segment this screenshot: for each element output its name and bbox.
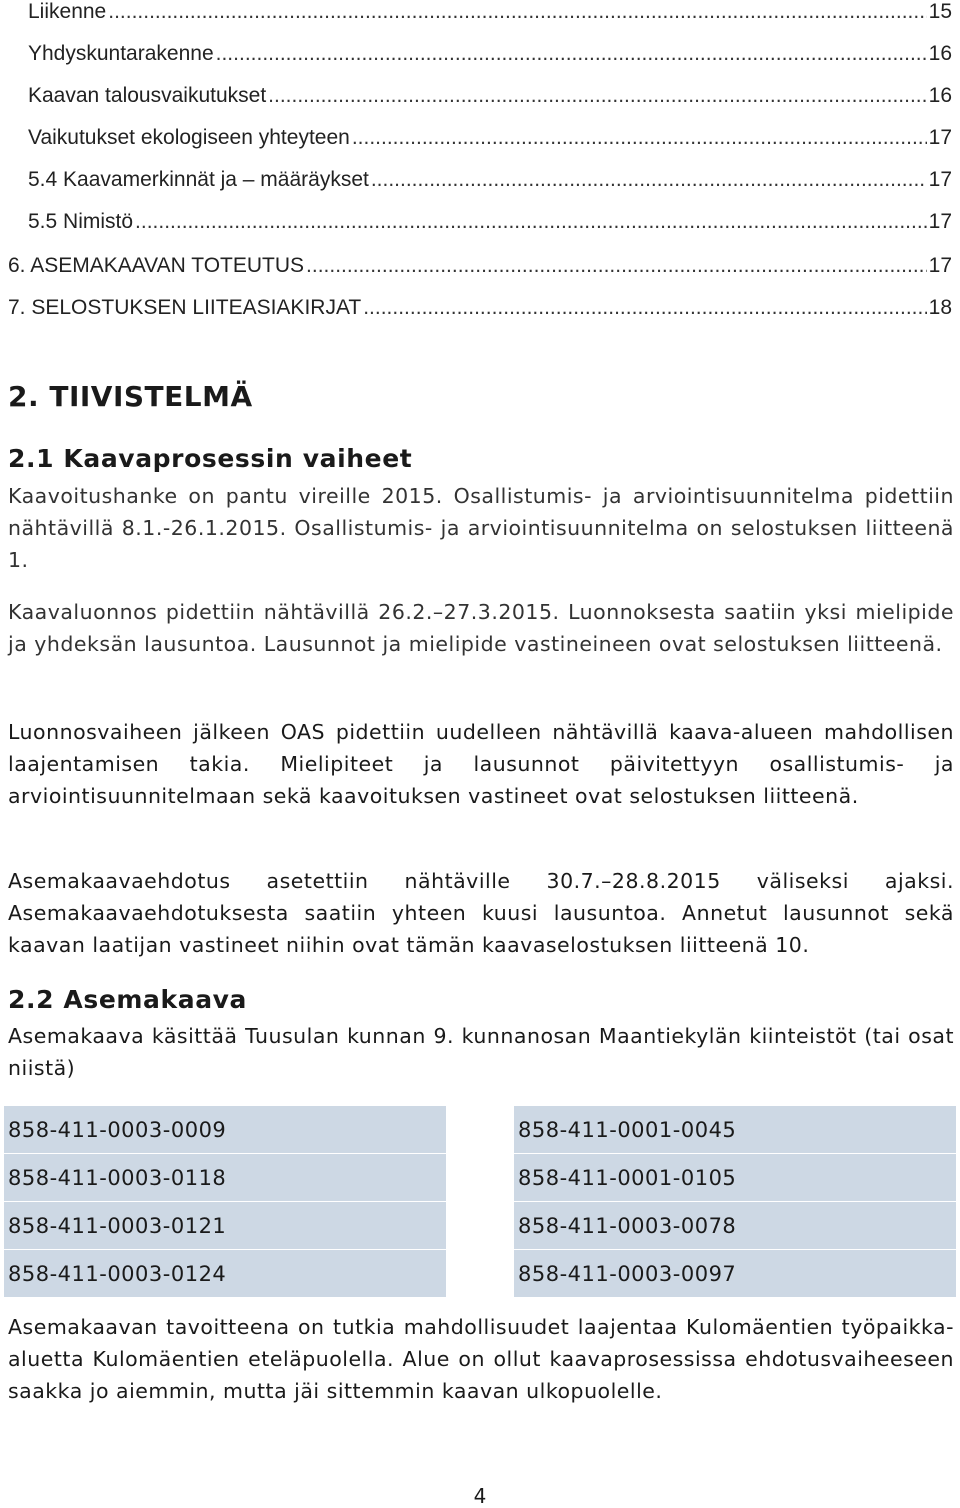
paragraph-luonnos: Kaavaluonnos pidettiin nähtävillä 26.2.–27.3.2015. Luonnoksesta saatiin yksi mielipide ja yhdeksän lausuntoa. Lausunnot ja mielipide vastineineen ovat selostuksen liitteenä. bbox=[8, 600, 954, 656]
property-id-cell: 858-411-0003-0009 bbox=[4, 1106, 446, 1153]
toc-leader-dots bbox=[371, 168, 927, 192]
paragraph-asemakaava-intro: Asemakaava käsittää Tuusulan kunnan 9. kunnanosan Maantiekylän kiinteistöt (tai osat niistä) bbox=[8, 1024, 954, 1080]
property-id-cell: 858-411-0003-0121 bbox=[4, 1202, 446, 1249]
toc-entry-page: 17 bbox=[928, 210, 952, 233]
toc-leader-dots bbox=[363, 296, 926, 320]
toc-entry[interactable] bbox=[28, 126, 952, 156]
toc-entry-label: 7. SELOSTUKSEN LIITEASIAKIRJAT bbox=[8, 296, 362, 319]
toc-entry-label: Liikenne bbox=[28, 0, 107, 23]
paragraph-ehdotus: Asemakaavaehdotus asetettiin nähtäville 30.7.–28.8.2015 väliseksi ajaksi. Asemakaavaehdotuksesta saatiin yhteen kuusi lausuntoa. Annetut lausunnot sekä kaavan laatijan vastineet niihin ovat tämän kaavaselostuksen liitteenä 10. bbox=[8, 869, 954, 957]
toc-entry-page: 17 bbox=[928, 126, 952, 149]
paragraph-vireille: Kaavoitushanke on pantu vireille 2015. Osallistumis- ja arviointisuunnitelma pidettiin nähtävillä 8.1.-26.1.2015. Osallistumis- ja arviointisuunnitelma on selostuksen liitteenä 1. bbox=[8, 484, 954, 572]
toc-leader-dots bbox=[352, 126, 927, 150]
toc-entry-page: 18 bbox=[928, 296, 952, 319]
section-heading-vaiheet: 2.1 Kaavaprosessin vaiheet bbox=[8, 444, 413, 473]
toc-entry[interactable] bbox=[28, 42, 952, 72]
toc-entry[interactable] bbox=[8, 254, 952, 284]
toc-entry-label: 5.4 Kaavamerkinnät ja – määräykset bbox=[28, 168, 369, 191]
paragraph-oas: Luonnosvaiheen jälkeen OAS pidettiin uudelleen nähtävillä kaava-alueen mahdollisen laajentamisen takia. Mielipiteet ja lausunnot päivitettyyn osallistumis- ja arviointisuunnitelmaan sekä kaavoituksen vastineet ovat selostuksen liitteenä. bbox=[8, 720, 954, 808]
section-heading-tiivistelma: 2. TIIVISTELMÄ bbox=[8, 380, 253, 413]
toc-entry[interactable] bbox=[28, 0, 952, 30]
toc-entry-label: 6. ASEMAKAAVAN TOTEUTUS bbox=[8, 254, 305, 277]
toc-leader-dots bbox=[135, 210, 927, 234]
toc-entry-page: 16 bbox=[928, 42, 952, 65]
toc-entry-label: Kaavan talousvaikutukset bbox=[28, 84, 267, 107]
toc-entry-page: 17 bbox=[928, 254, 952, 277]
toc-entry[interactable] bbox=[28, 168, 952, 198]
property-id-cell: 858-411-0003-0097 bbox=[514, 1250, 956, 1297]
property-id-cell: 858-411-0003-0078 bbox=[514, 1202, 956, 1249]
toc-entry-label: Vaikutukset ekologiseen yhteyteen bbox=[28, 126, 350, 149]
toc-leader-dots bbox=[216, 42, 927, 66]
toc-entry[interactable] bbox=[28, 84, 952, 114]
toc-leader-dots bbox=[268, 84, 926, 108]
toc-entry-page: 15 bbox=[928, 0, 952, 23]
property-id-cell: 858-411-0001-0045 bbox=[514, 1106, 956, 1153]
toc-entry-label: Yhdyskuntarakenne bbox=[28, 42, 214, 65]
property-id-cell: 858-411-0003-0118 bbox=[4, 1154, 446, 1201]
toc-entry[interactable] bbox=[8, 296, 952, 326]
toc-entry[interactable] bbox=[28, 210, 952, 240]
property-table bbox=[4, 1106, 958, 1298]
property-id-cell: 858-411-0003-0124 bbox=[4, 1250, 446, 1297]
property-id-cell: 858-411-0001-0105 bbox=[514, 1154, 956, 1201]
toc-leader-dots bbox=[108, 0, 926, 24]
toc-entry-label: 5.5 Nimistö bbox=[28, 210, 134, 233]
toc-entry-page: 17 bbox=[928, 168, 952, 191]
section-heading-asemakaava: 2.2 Asemakaava bbox=[8, 985, 248, 1014]
paragraph-tavoite: Asemakaavan tavoitteena on tutkia mahdollisuudet laajentaa Kulomäentien työpaikka-aluetta Kulomäentien eteläpuolella. Alue on ollut kaavaprosessissa ehdotusvaiheeseen saakka jo aiemmin, mutta jäi sittemmin kaavan ulkopuolelle. bbox=[8, 1315, 954, 1403]
toc-leader-dots bbox=[306, 254, 927, 278]
toc-entry-page: 16 bbox=[928, 84, 952, 107]
page-number: 4 bbox=[473, 1484, 487, 1508]
